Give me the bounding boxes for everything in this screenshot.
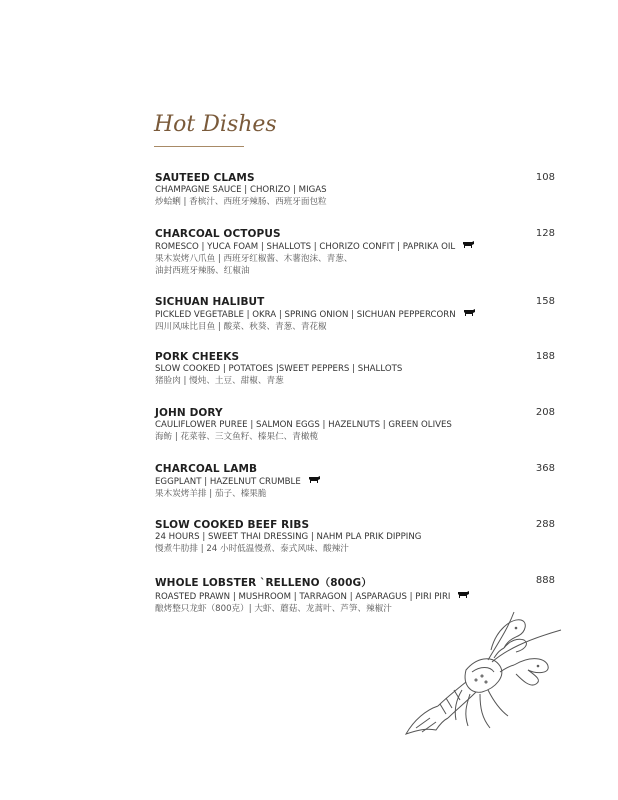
item-price: 108: [535, 172, 555, 183]
item-name: WHOLE LOBSTER `RELLENO（800G）: [155, 577, 372, 589]
item-description-zh: 酿烤整只龙虾（800克）| 大虾、蘑菇、龙蒿叶、芦笋、辣椒汁: [155, 604, 392, 614]
item-description-zh: 果木炭烤羊排 | 茄子、榛果脆: [155, 489, 267, 499]
beef-icon: [456, 590, 470, 603]
menu-item: [155, 172, 555, 208]
item-description-zh: 炒蛤蜊 | 香槟汁、西班牙辣肠、西班牙面包粒: [155, 197, 327, 207]
item-price: 888: [535, 575, 555, 586]
item-description-zh-cont: 油封西班牙辣肠、红椒油: [155, 266, 250, 276]
item-name: SLOW COOKED BEEF RIBS: [155, 519, 310, 531]
beef-icon: [462, 308, 476, 321]
item-name: SAUTEED CLAMS: [155, 172, 255, 184]
item-description-zh: 四川风味比目鱼 | 酸菜、秋葵、青葱、青花椒: [155, 322, 327, 332]
item-description-zh: 果木炭烤八爪鱼 | 西班牙红椒酱、木薯泡沫、青葱、: [155, 254, 353, 264]
item-description: 24 HOURS | SWEET THAI DRESSING | NAHM PLA PRIK DIPPING: [155, 532, 422, 542]
item-description-zh: 猪脸肉 | 慢炖、土豆、甜椒、青葱: [155, 376, 284, 386]
beef-icon: [307, 475, 321, 488]
item-name: JOHN DORY: [155, 407, 223, 419]
item-price: 188: [535, 351, 555, 362]
menu-item: [155, 519, 555, 555]
menu-item: [155, 463, 555, 500]
beef-icon: [461, 240, 475, 253]
item-price: 208: [535, 407, 555, 418]
item-name: CHARCOAL OCTOPUS: [155, 228, 281, 240]
item-price: 128: [535, 228, 555, 239]
item-description: SLOW COOKED | POTATOES |SWEET PEPPERS | SHALLOTS: [155, 364, 403, 374]
item-price: 288: [535, 519, 555, 530]
lobster-icon: [396, 610, 566, 754]
section-title: Hot Dishes: [154, 112, 277, 137]
item-description: PICKLED VEGETABLE | OKRA | SPRING ONION | SICHUAN PEPPERCORN: [155, 310, 456, 320]
menu-item: [155, 407, 555, 443]
item-description: ROASTED PRAWN | MUSHROOM | TARRAGON | ASPARAGUS | PIRI PIRI: [155, 592, 451, 602]
item-name: PORK CHEEKS: [155, 351, 240, 363]
menu-item: [155, 575, 555, 615]
item-price: 368: [535, 463, 555, 474]
item-description-zh: 慢煮牛肋排 | 24 小时低温慢煮、泰式风味、酸辣汁: [155, 544, 349, 554]
title-underline: [154, 146, 244, 147]
menu-item: [155, 351, 555, 387]
item-price: 158: [535, 296, 555, 307]
item-description: EGGPLANT | HAZELNUT CRUMBLE: [155, 477, 301, 487]
menu-item: [155, 228, 555, 277]
item-description-zh: 海鲂 | 花菜蓉、三文鱼籽、榛果仁、青橄榄: [155, 432, 319, 442]
item-description: CAULIFLOWER PUREE | SALMON EGGS | HAZELNUTS | GREEN OLIVES: [155, 420, 452, 430]
item-description: CHAMPAGNE SAUCE | CHORIZO | MIGAS: [155, 185, 327, 195]
item-name: CHARCOAL LAMB: [155, 463, 258, 475]
menu-item: [155, 296, 555, 333]
item-name: SICHUAN HALIBUT: [155, 296, 265, 308]
item-description: ROMESCO | YUCA FOAM | SHALLOTS | CHORIZO CONFIT | PAPRIKA OIL: [155, 242, 456, 252]
